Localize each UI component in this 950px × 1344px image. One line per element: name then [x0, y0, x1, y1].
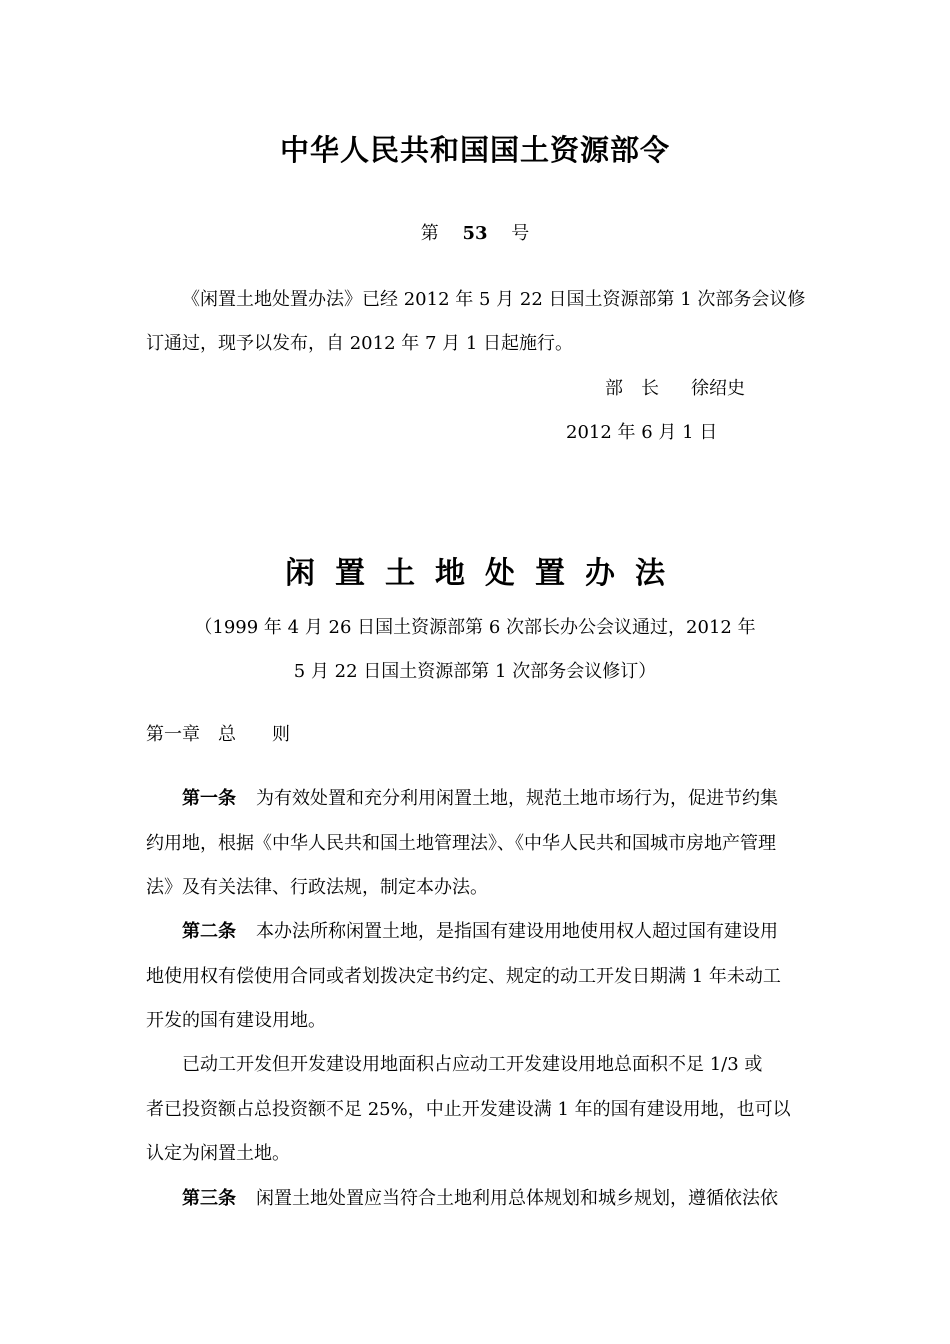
preamble-line-2: 订通过，现予以发布，自 2012 年 7 月 1 日起施行。	[146, 333, 574, 354]
article-2b-line-1: 已动工开发但开发建设用地面积占应动工开发建设用地总面积不足 1/3 或	[182, 1054, 763, 1075]
article-2b-line-3: 认定为闲置土地。	[146, 1143, 290, 1164]
order-number-value: 53	[462, 223, 488, 244]
preamble-line-1: 《闲置土地处置办法》已经 2012 年 5 月 22 日国土资源部第 1 次部务会议修	[182, 289, 806, 310]
document-note-line-2: 5 月 22 日国土资源部第 1 次部务会议修订）	[293, 661, 657, 682]
order-suffix: 号	[511, 223, 530, 244]
article-1-text: 为有效处置和充分利用闲置土地，规范土地市场行为，促进节约集	[256, 788, 778, 809]
article-2-label: 第二条	[182, 921, 236, 942]
article-3-label: 第三条	[182, 1188, 236, 1209]
signature-name: 徐绍史	[691, 378, 745, 399]
article-3-line-1	[146, 1184, 810, 1210]
signature-date: 2012 年 6 月 1 日	[566, 422, 718, 443]
article-2-line-2: 地使用权有偿使用合同或者划拨决定书约定、规定的动工开发日期满 1 年未动工	[146, 966, 781, 987]
order-number	[0, 219, 950, 245]
chapter-heading: 第一章 总 则	[146, 724, 290, 745]
article-1-line-1	[146, 784, 810, 810]
article-3-text: 闲置土地处置应当符合土地利用总体规划和城乡规划，遵循依法依	[256, 1188, 778, 1209]
article-2-text: 本办法所称闲置土地，是指国有建设用地使用权人超过国有建设用	[256, 921, 778, 942]
article-1-label: 第一条	[182, 788, 236, 809]
article-2b-line-2: 者已投资额占总投资额不足 25%，中止开发建设满 1 年的国有建设用地，也可以	[146, 1099, 791, 1120]
document-note-line-1: （1999 年 4 月 26 日国土资源部第 6 次部长办公会议通过，2012 年	[194, 617, 756, 638]
document-title: 闲置土地处置办法	[285, 556, 685, 591]
article-1-line-3: 法》及有关法律、行政法规，制定本办法。	[146, 877, 488, 898]
order-title: 中华人民共和国国土资源部令	[279, 133, 670, 167]
article-2-line-3: 开发的国有建设用地。	[146, 1010, 326, 1031]
signature-role: 部 长	[605, 378, 659, 399]
article-2-line-1	[146, 917, 810, 943]
order-prefix: 第	[420, 223, 439, 244]
article-1-line-2: 约用地，根据《中华人民共和国土地管理法》、《中华人民共和国城市房地产管理	[146, 833, 776, 854]
